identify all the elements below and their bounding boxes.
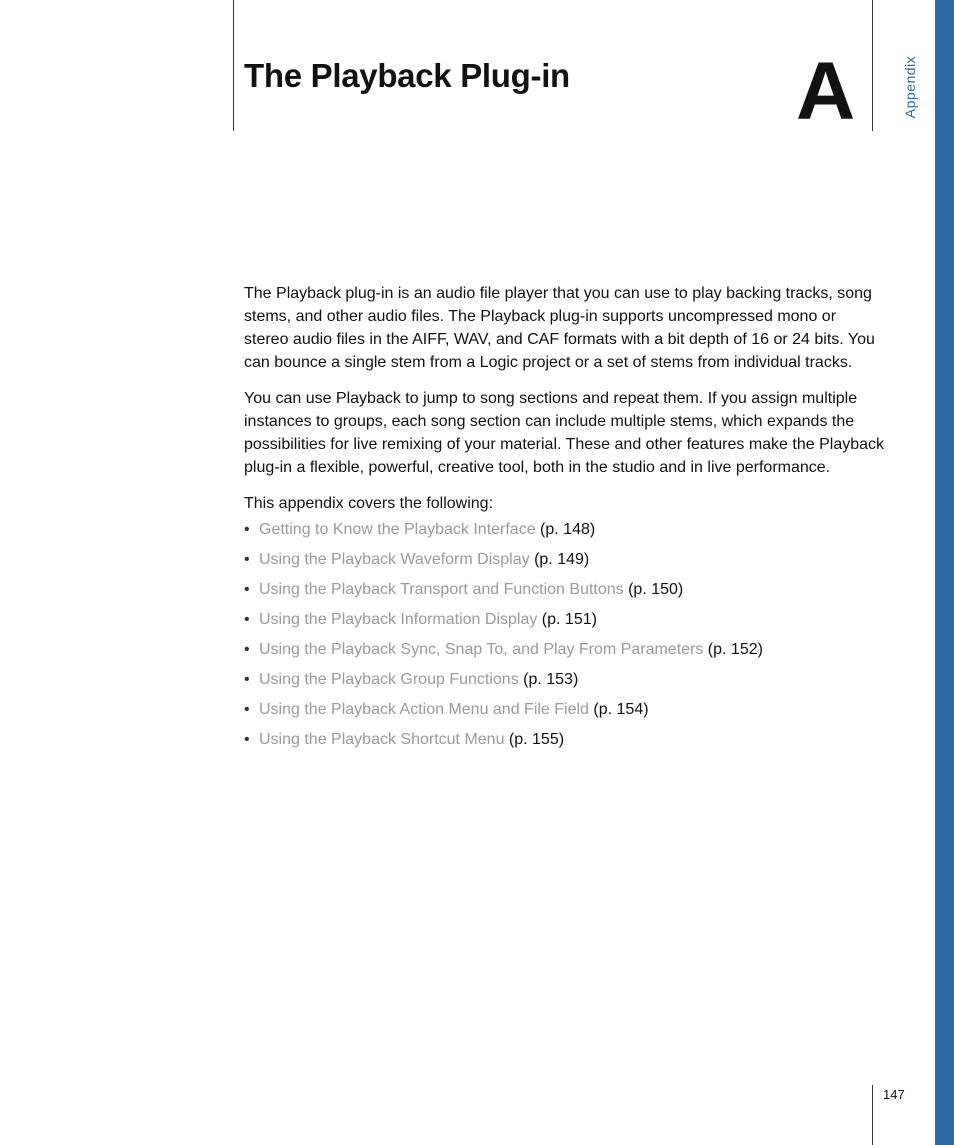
intro-paragraph: The Playback plug-in is an audio file player that you can use to play backing tracks, song stems, and other audio files. The Playback plug-in supports uncompressed mono or stereo audio files in the AIFF, WAV, and CAF formats with a bit depth of 16 or 24 bits. You can bounce a single stem from a Logic project or a set of stems from individual tracks.	[244, 285, 875, 371]
list-item	[244, 665, 884, 695]
toc-link-sync-parameters[interactable]: Using the Playback Sync, Snap To, and Play From Parameters	[259, 641, 704, 658]
toc-page-ref: (p. 155)	[504, 731, 565, 748]
toc-page-ref: (p. 153)	[518, 671, 579, 688]
bullet-icon: •	[244, 581, 250, 598]
bullet-icon: •	[244, 551, 250, 568]
toc-page-ref: (p. 148)	[535, 521, 596, 538]
chapter-title: The Playback Plug-in	[244, 57, 570, 94]
page-number: 147	[883, 1087, 905, 1102]
toc-intro: This appendix covers the following:	[244, 495, 494, 512]
toc-page-ref: (p. 151)	[537, 611, 597, 628]
toc-list	[244, 515, 884, 755]
list-item	[244, 695, 884, 725]
toc-link-shortcut-menu[interactable]: Using the Playback Shortcut Menu	[259, 731, 505, 748]
bullet-icon: •	[244, 731, 250, 748]
footer-rule	[872, 1085, 873, 1145]
bullet-icon: •	[244, 701, 250, 718]
header-rule-right	[872, 0, 873, 131]
toc-link-action-menu[interactable]: Using the Playback Action Menu and File Field	[259, 701, 589, 718]
side-color-band	[935, 0, 954, 1145]
list-item	[244, 635, 884, 665]
features-paragraph: You can use Playback to jump to song sections and repeat them. If you assign multiple instances to groups, each song section can include multiple stems, which expands the possibilities for live remixing of your material. These and other features make the Playback plug-in a flexible, powerful, creative tool, both in the studio and in live performance.	[244, 390, 885, 476]
list-item	[244, 545, 884, 575]
list-item	[244, 605, 884, 635]
bullet-icon: •	[244, 521, 250, 538]
appendix-label: Appendix	[902, 55, 918, 119]
toc-link-group-functions[interactable]: Using the Playback Group Functions	[259, 671, 519, 688]
toc-link-information-display[interactable]: Using the Playback Information Display	[259, 611, 538, 628]
bullet-icon: •	[244, 641, 250, 658]
toc-link-transport-buttons[interactable]: Using the Playback Transport and Function Buttons	[259, 581, 624, 598]
toc-page-ref: (p. 150)	[623, 581, 684, 598]
appendix-letter: A	[796, 46, 856, 137]
list-item	[244, 515, 884, 545]
bullet-icon: •	[244, 671, 250, 688]
toc-page-ref: (p. 152)	[703, 641, 763, 658]
toc-page-ref: (p. 149)	[529, 551, 590, 568]
toc-page-ref: (p. 154)	[588, 701, 649, 718]
body-text	[244, 282, 884, 755]
toc-link-waveform-display[interactable]: Using the Playback Waveform Display	[259, 551, 530, 568]
bullet-icon: •	[244, 611, 250, 628]
header-rule-left	[233, 0, 234, 131]
list-item	[244, 725, 884, 755]
toc-link-interface[interactable]: Getting to Know the Playback Interface	[259, 521, 536, 538]
list-item	[244, 575, 884, 605]
